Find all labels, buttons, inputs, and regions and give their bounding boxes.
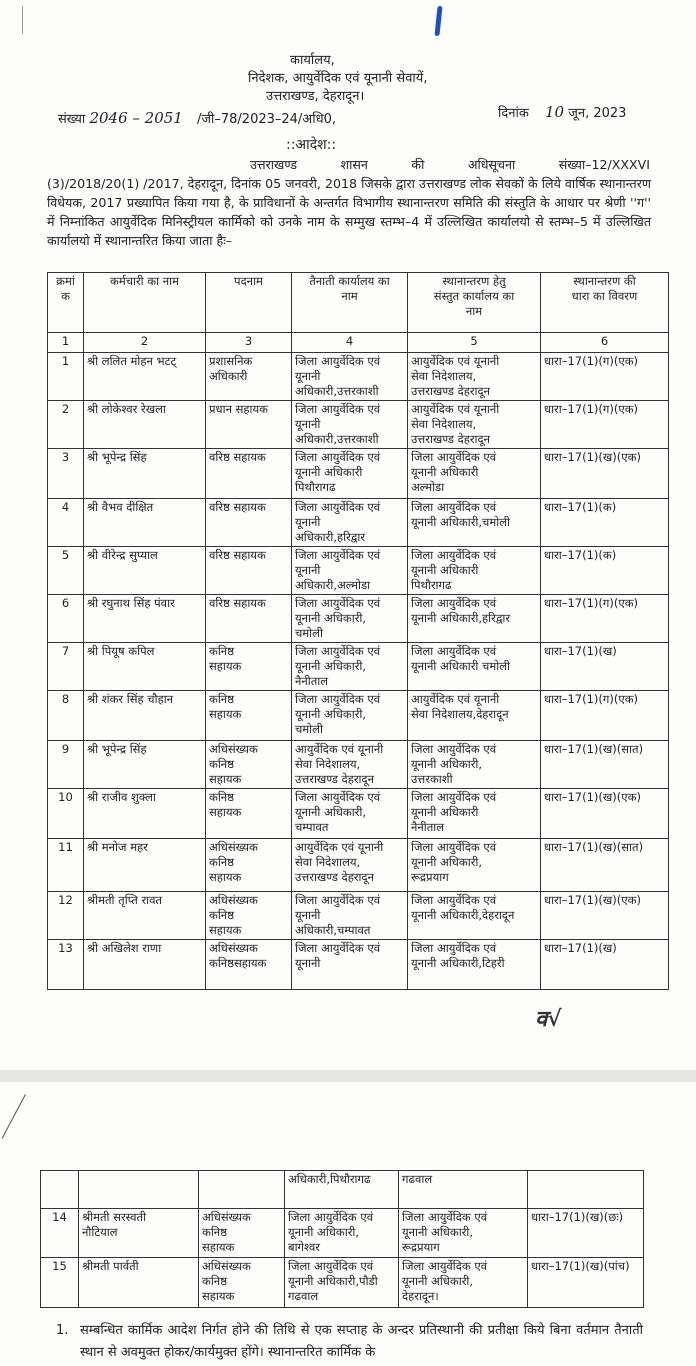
cell-col-3: कनिष्ठ सहायक <box>206 789 292 839</box>
cell-col-4: जिला आयुर्वेदिक एवं यूनानी अधिकारी, चमोली <box>292 595 408 643</box>
cell-col-4: जिला आयुर्वेदिक एवं यूनानी अधिकारी,हरिद्वार <box>292 499 408 547</box>
cell-col-2: श्री वैभव दीक्षित <box>84 499 206 547</box>
date-label: दिनांक <box>498 106 529 121</box>
cell-col-3: 3 <box>206 333 292 353</box>
cell-col-4: अधिकारी,पिथौरागढ <box>285 1171 399 1209</box>
cell-col-3: कनिष्ठ सहायक <box>206 643 292 691</box>
cell-col-1: 13 <box>48 940 84 990</box>
cell-col-6: धारा–17(1)(ग)(एक) <box>541 691 669 741</box>
cell-col-6: धारा–17(1)(ग)(एक) <box>541 595 669 643</box>
cell-col-6: धारा–17(1)(ख)(एक) <box>541 449 669 499</box>
page-2 <box>0 1082 696 1366</box>
cell-col-6: धारा–17(1)(ख)(छः) <box>528 1209 644 1258</box>
cell-col-5: जिला आयुर्वेदिक एवं यूनानी अधिकारी, रूद्रप्रयाग <box>399 1209 528 1258</box>
cell-col-1: 1 <box>48 333 84 353</box>
cell-col-5: जिला आयुर्वेदिक एवं यूनानी अधिकारी,हरिद्वार <box>408 595 541 643</box>
cell-col-4: जिला आयुर्वेदिक एवं यूनानी अधिकारी, बागेश्वर <box>285 1209 399 1258</box>
cell-col-2: 2 <box>84 333 206 353</box>
cell-col-2: श्रीमती तृप्ति रावत <box>84 892 206 940</box>
cell-col-3: पदनाम <box>206 273 292 333</box>
cell-col-3 <box>199 1171 285 1209</box>
cell-col-1: 10 <box>48 789 84 839</box>
cell-col-5: आयुर्वेदिक एवं यूनानी सेवा निदेशालय, उत्तराखण्ड देहरादून <box>408 353 541 401</box>
table-row <box>48 353 669 401</box>
table-row <box>48 940 669 990</box>
cell-col-1: 8 <box>48 691 84 741</box>
cell-col-3: वरिष्ठ सहायक <box>206 547 292 595</box>
cell-col-2: श्री भूपेन्द्र सिंह <box>84 449 206 499</box>
table-row <box>48 691 669 741</box>
table-row <box>48 643 669 691</box>
cell-col-3: अधिसंख्यक कनिष्ठ सहायक <box>199 1258 285 1308</box>
cell-col-6: धारा–17(1)(ख)(सात) <box>541 839 669 892</box>
cell-col-6: धारा–17(1)(ख)(पांच) <box>528 1258 644 1308</box>
cell-col-4: जिला आयुर्वेदिक एवं यूनानी अधिकारी, चम्पावत <box>292 789 408 839</box>
cell-col-4: आयुर्वेदिक एवं यूनानी सेवा निदेशालय, उत्तराखण्ड देहरादून <box>292 741 408 789</box>
cell-col-6: धारा–17(1)(क) <box>541 547 669 595</box>
date-handwritten: 10 <box>544 103 565 121</box>
cell-col-2: कर्मचारी का नाम <box>84 273 206 333</box>
order-title: ::आदेश:: <box>286 137 337 153</box>
cell-col-2: श्री अखिलेश राणा <box>84 940 206 990</box>
cell-col-1: 5 <box>48 547 84 595</box>
table-row <box>48 741 669 789</box>
cell-col-1: क्रमां क <box>48 273 84 333</box>
signature: व√ <box>535 1006 562 1032</box>
office-line-2: निदेशक, आयुर्वेदिक एवं यूनानी सेवायें, <box>248 71 428 86</box>
cell-col-2: श्री वीरेन्द्र सुप्याल <box>84 547 206 595</box>
cell-col-4: जिला आयुर्वेदिक एवं यूनानी अधिकारी,पौडी गढवाल <box>285 1258 399 1308</box>
table-row <box>41 1171 644 1209</box>
cell-col-1: 14 <box>41 1209 79 1258</box>
cell-col-3: वरिष्ठ सहायक <box>206 595 292 643</box>
cell-col-4: 4 <box>292 333 408 353</box>
cell-col-6 <box>528 1171 644 1209</box>
cell-col-2: श्री ललित मोहन भटट् <box>84 353 206 401</box>
cell-col-6: धारा–17(1)(क) <box>541 499 669 547</box>
cell-col-3: प्रशासनिक अधिकारी <box>206 353 292 401</box>
cell-col-6: धारा–17(1)(ग)(एक) <box>541 401 669 449</box>
cell-col-6: स्थानान्तरण की धारा का विवरण <box>541 273 669 333</box>
column-number-row <box>48 333 669 353</box>
cell-col-3: अधिसंख्यक कनिष्ठ सहायक <box>199 1209 285 1258</box>
cell-col-5: गढवाल <box>399 1171 528 1209</box>
cell-col-1: 2 <box>48 401 84 449</box>
cell-col-3: प्रधान सहायक <box>206 401 292 449</box>
order-date <box>498 104 626 122</box>
cell-col-5: जिला आयुर्वेदिक एवं यूनानी अधिकारी,टिहरी <box>408 940 541 990</box>
cell-col-3: अधिसंख्यक कनिष्ठ सहायक <box>206 839 292 892</box>
table-row <box>48 789 669 839</box>
handwritten-page-number <box>434 6 442 36</box>
order-paragraph: (3)/2018/20(1) /2017, देहरादून, दिनांक 05 जनवरी, 2018 जिसके द्वारा उत्तराखण्ड लोक सेवकों के लिये वार्षिक स्थानान्तरण विधेयक, 2017 प्रख्यापित किया गया है, के प्राविधानों के अन्तर्गत विभागीय स्थानान्तरण समिति की संस्तुति के आधार पर श्रेणी ''ग'' में निम्नांकित आयुर्वेदिक मिनिस्ट्रीयल कार्मिको को उनके नाम के सम्मुख स्तम्भ–4 में उल्लिखित कार्यालयो से स्तम्भ–5 में उल्लिखित कार्यालयो में स्थानान्तरित किया जाता हैः– <box>47 176 651 248</box>
cell-col-5: आयुर्वेदिक एवं यूनानी सेवा निदेशालय, उत्तराखण्ड देहरादून <box>408 401 541 449</box>
cell-col-1 <box>41 1171 79 1209</box>
cell-col-6: धारा–17(1)(ग)(एक) <box>541 353 669 401</box>
footer-note-number: 1. <box>56 1323 69 1338</box>
cell-col-4: जिला आयुर्वेदिक एवं यूनानी अधिकारी पिथौरागढ <box>292 449 408 499</box>
cell-col-4: जिला आयुर्वेदिक एवं यूनानी अधिकारी, नैनीताल <box>292 643 408 691</box>
cell-col-5: जिला आयुर्वेदिक एवं यूनानी अधिकारी नैनीताल <box>408 789 541 839</box>
cell-col-1: 9 <box>48 741 84 789</box>
cell-col-5: आयुर्वेदिक एवं यूनानी सेवा निदेशालय,देहरादून <box>408 691 541 741</box>
cell-col-2: श्री शंकर सिंह चौहान <box>84 691 206 741</box>
cell-col-5: जिला आयुर्वेदिक एवं यूनानी अधिकारी, उत्तरकाशी <box>408 741 541 789</box>
cell-col-4: जिला आयुर्वेदिक एवं यूनानी अधिकारी,उत्तरकाशी <box>292 353 408 401</box>
cell-col-5: 5 <box>408 333 541 353</box>
cell-col-5: जिला आयुर्वेदिक एवं यूनानी अधिकारी,देहरादून <box>408 892 541 940</box>
cell-col-1: 1 <box>48 353 84 401</box>
header-row <box>48 273 669 333</box>
cell-col-2: श्री रघुनाथ सिंह पंवार <box>84 595 206 643</box>
cell-col-6: धारा–17(1)(ख)(एक) <box>541 892 669 940</box>
paragraph-first-line: उत्तराखण्ड शासन की अधिसूचना संख्या–12/XXXVI <box>250 157 650 172</box>
number-label: संख्या <box>58 112 86 127</box>
table-row <box>48 449 669 499</box>
office-line-3: उत्तराखण्ड, देहरादून। <box>266 89 365 104</box>
cell-col-6: 6 <box>541 333 669 353</box>
table-row <box>41 1258 644 1308</box>
cell-col-1: 3 <box>48 449 84 499</box>
cell-col-3: वरिष्ठ सहायक <box>206 499 292 547</box>
cell-col-3: वरिष्ठ सहायक <box>206 449 292 499</box>
cell-col-2: श्रीमती पार्वती <box>79 1258 199 1308</box>
cell-col-6: धारा–17(1)(ख)(सात) <box>541 741 669 789</box>
cell-col-1: 11 <box>48 839 84 892</box>
table-row <box>48 892 669 940</box>
cell-col-4: जिला आयुर्वेदिक एवं यूनानी अधिकारी,अल्मोडा <box>292 547 408 595</box>
cell-col-3: अधिसंख्यक कनिष्ठ सहायक <box>206 741 292 789</box>
cell-col-3: कनिष्ठ सहायक <box>206 691 292 741</box>
cell-col-4: जिला आयुर्वेदिक एवं यूनानी अधिकारी,चम्पावत <box>292 892 408 940</box>
footer-note-text: सम्बन्धित कार्मिक आदेश निर्गत होने की तिथि से एक सप्ताह के अन्दर प्रतिस्थानी की प्रतीक्षा किये बिना वर्तमान तैनाती स्थान से अवमुक्त होकर/कार्यमुक्त होंगे। स्थानान्तरित कार्मिक के <box>80 1323 643 1360</box>
cell-col-2: श्री पियूष कपिल <box>84 643 206 691</box>
cell-col-1: 6 <box>48 595 84 643</box>
cell-col-2: श्रीमती सरस्वती नौटियाल <box>79 1209 199 1258</box>
table-row <box>48 595 669 643</box>
number-suffix: /जी–78/2023–24/अधि0, <box>196 112 337 127</box>
page-separator <box>0 1070 696 1082</box>
date-suffix: जून, 2023 <box>568 106 627 121</box>
cell-col-1: 4 <box>48 499 84 547</box>
cell-col-5: जिला आयुर्वेदिक एवं यूनानी अधिकारी,चमोली <box>408 499 541 547</box>
cell-col-1: 7 <box>48 643 84 691</box>
cell-col-5: जिला आयुर्वेदिक एवं यूनानी अधिकारी, रूद्रप्रयाग <box>408 839 541 892</box>
table-row <box>48 547 669 595</box>
cell-col-4: जिला आयुर्वेदिक एवं यूनानी अधिकारी, चमोली <box>292 691 408 741</box>
office-line-1: कार्यालय, <box>290 53 335 68</box>
transfer-table-page-2 <box>40 1170 644 1308</box>
cell-col-2: श्री भूपेन्द्र सिंह <box>84 741 206 789</box>
cell-col-2 <box>79 1171 199 1209</box>
footer-note <box>56 1320 643 1364</box>
table-row <box>48 499 669 547</box>
cell-col-6: धारा–17(1)(ख)(एक) <box>541 789 669 839</box>
cell-col-4: आयुर्वेदिक एवं यूनानी सेवा निदेशालय, उत्तराखण्ड देहरादून <box>292 839 408 892</box>
cell-col-6: धारा–17(1)(ख) <box>541 940 669 990</box>
cell-col-4: जिला आयुर्वेदिक एवं यूनानी अधिकारी,उत्तरकाशी <box>292 401 408 449</box>
cell-col-5: जिला आयुर्वेदिक एवं यूनानी अधिकारी चमोली <box>408 643 541 691</box>
cell-col-6: धारा–17(1)(ख) <box>541 643 669 691</box>
table-row <box>48 401 669 449</box>
number-handwritten: 2046 – 2051 <box>89 109 183 127</box>
cell-col-3: अधिसंख्यक कनिष्ठसहायक <box>206 940 292 990</box>
cell-col-5: जिला आयुर्वेदिक एवं यूनानी अधिकारी पिथौरागढ <box>408 547 541 595</box>
margin-line <box>22 6 23 34</box>
cell-col-5: जिला आयुर्वेदिक एवं यूनानी अधिकारी, देहरादून। <box>399 1258 528 1308</box>
cell-col-2: श्री राजीव शुक्ला <box>84 789 206 839</box>
table-row <box>41 1209 644 1258</box>
transfer-table-page-1 <box>47 272 669 990</box>
cell-col-3: अधिसंख्यक कनिष्ठ सहायक <box>206 892 292 940</box>
cell-col-4: तैनाती कार्यालय का नाम <box>292 273 408 333</box>
cell-col-5: जिला आयुर्वेदिक एवं यूनानी अधिकारी अल्मोडा <box>408 449 541 499</box>
table-row <box>48 839 669 892</box>
cell-col-1: 12 <box>48 892 84 940</box>
cell-col-2: श्री लोकेश्वर रेखला <box>84 401 206 449</box>
reference-number <box>58 110 336 128</box>
cell-col-4: जिला आयुर्वेदिक एवं यूनानी <box>292 940 408 990</box>
cell-col-2: श्री मनोज महर <box>84 839 206 892</box>
cell-col-1: 15 <box>41 1258 79 1308</box>
cell-col-5: स्थानान्तरण हेतु संस्तुत कार्यालय का नाम <box>408 273 541 333</box>
